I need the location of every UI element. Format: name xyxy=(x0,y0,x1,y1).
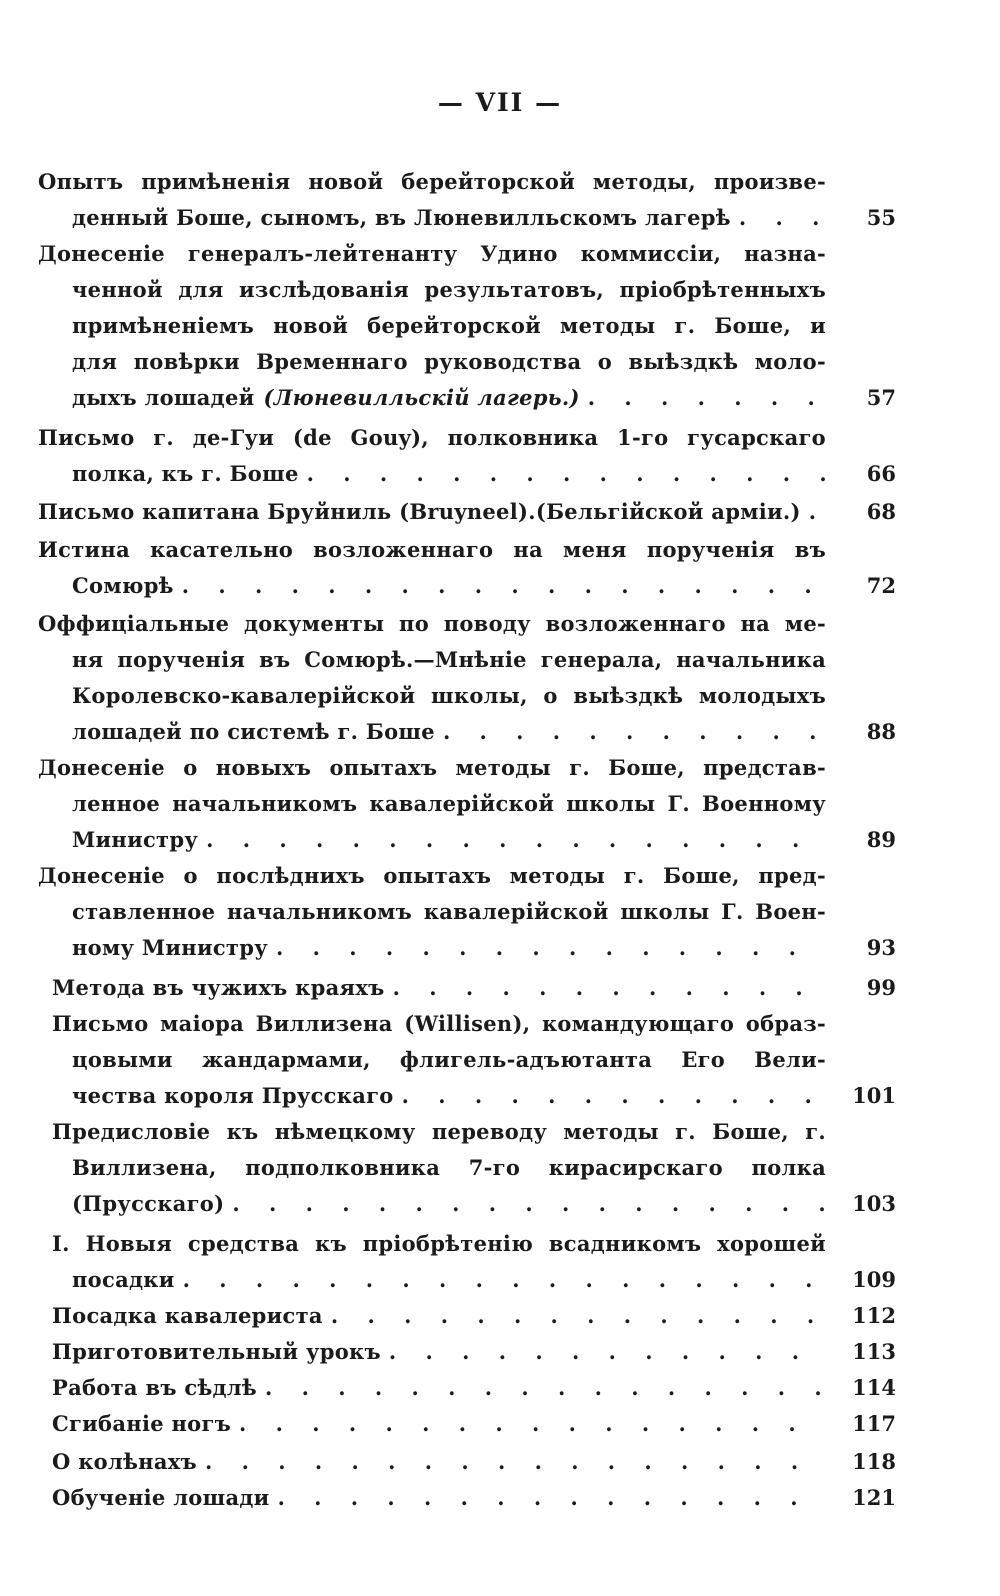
toc-entry-line xyxy=(72,200,826,236)
toc-entry-text: Донесеніе о новыхъ опытахъ методы г. Боше, представ- xyxy=(38,755,826,780)
dot-leader xyxy=(809,494,826,530)
toc-entry-line xyxy=(72,456,826,492)
toc-entry-line xyxy=(72,1078,826,1114)
toc-entry-line xyxy=(38,164,826,200)
toc-entry-text: Министру xyxy=(72,827,199,852)
toc-entry-text: Сгибаніе ногъ xyxy=(52,1411,232,1436)
toc-entry-line xyxy=(72,568,826,604)
toc-entry-line xyxy=(38,420,826,456)
dot-leader xyxy=(182,568,826,604)
toc-page-number: 57 xyxy=(866,385,896,410)
toc-entry-line xyxy=(72,822,826,858)
toc-entry-line xyxy=(52,1114,826,1150)
toc-page-number: 101 xyxy=(852,1083,896,1108)
dot-leader xyxy=(183,1262,826,1298)
dot-leader xyxy=(276,930,826,966)
toc-entry-italic-note: (Люневилльскій лагерь.) xyxy=(263,385,580,410)
toc-page-number: 93 xyxy=(866,935,896,960)
toc-entry-line xyxy=(52,1480,826,1516)
toc-page-number: 113 xyxy=(852,1339,896,1364)
toc-page-number: 99 xyxy=(866,975,896,1000)
toc-entry-line xyxy=(38,858,826,894)
toc-entry-line xyxy=(38,606,826,642)
toc-entry-line xyxy=(72,272,826,308)
toc-entry-text: Королевско-кавалерійской школы, о выѣздкѣ молодыхъ xyxy=(72,683,826,708)
toc-entry-line xyxy=(72,894,826,930)
toc-page-number: 121 xyxy=(852,1485,896,1510)
toc-entry-line xyxy=(38,494,826,530)
dot-leader xyxy=(205,1444,826,1480)
toc-entry-text: полка, къ г. Боше xyxy=(72,461,299,486)
dot-leader xyxy=(265,1370,826,1406)
toc-entry-line xyxy=(72,344,826,380)
dot-leader xyxy=(278,1480,826,1516)
toc-page-number: 88 xyxy=(866,719,896,744)
dot-leader xyxy=(206,822,826,858)
toc-page-number: 118 xyxy=(852,1449,896,1474)
toc-entry-line xyxy=(52,1406,826,1442)
toc-entry-text: Работа въ сѣдлѣ xyxy=(52,1375,257,1400)
toc-page-number: 89 xyxy=(866,827,896,852)
toc-entry-text: Донесеніе генералъ-лейтенанту Удино коммиссіи, назна- xyxy=(38,241,826,266)
toc-entry-line xyxy=(72,308,826,344)
toc-entry-text: ставленное начальникомъ кавалерійской школы Г. Воен- xyxy=(72,899,826,924)
toc-entry-text: для повѣрки Временнаго руководства о выѣздкѣ моло- xyxy=(72,349,826,374)
toc-entry-text: Обученіе лошади xyxy=(52,1485,270,1510)
dot-leader xyxy=(331,1298,826,1334)
toc-entry-line xyxy=(72,1262,826,1298)
toc-entry-line xyxy=(72,1186,826,1222)
dot-leader xyxy=(443,714,826,750)
toc-page-number: 66 xyxy=(866,461,896,486)
toc-page-number: 112 xyxy=(852,1303,896,1328)
toc-entry-line xyxy=(52,1444,826,1480)
toc-entry-line xyxy=(38,750,826,786)
toc-entry-text: ному Министру xyxy=(72,935,268,960)
toc-page-number: 55 xyxy=(866,205,896,230)
toc-entry-text: ленное начальникомъ кавалерійской школы Г. Военному xyxy=(72,791,826,816)
toc-entry-line xyxy=(72,1150,826,1186)
toc-entry-text: цовыми жандармами, флигель-адъютанта Его Вели- xyxy=(72,1047,826,1072)
toc-entry-text: I. Новыя средства къ пріобрѣтенію всадникомъ хорошей xyxy=(52,1231,826,1256)
toc-entry-line xyxy=(72,1042,826,1078)
toc-entry-text: (Прусскаго) xyxy=(72,1191,225,1216)
toc-entry-line xyxy=(38,236,826,272)
toc-entry-text: Письмо г. де-Гуи (de Gouy), полковника 1-го гусарскаго xyxy=(38,425,826,450)
toc-entry-line xyxy=(52,1298,826,1334)
dot-leader xyxy=(588,380,826,416)
toc-entry-text: Предисловіе къ нѣмецкому переводу методы г. Боше, г. xyxy=(52,1119,826,1144)
toc-entry-text: Приготовительный урокъ xyxy=(52,1339,381,1364)
toc-entry-text: ня порученія въ Сомюрѣ.—Мнѣніе генерала, начальника xyxy=(72,647,826,672)
toc-page-number: 103 xyxy=(852,1191,896,1216)
toc-entry-text: Виллизена, подполковника 7-го кирасирскаго полка xyxy=(72,1155,826,1180)
toc-entry-line xyxy=(52,1226,826,1262)
dot-leader xyxy=(307,456,826,492)
toc-page-number: 117 xyxy=(852,1411,896,1436)
dot-leader xyxy=(232,1186,826,1222)
toc-entry-text: ченной для изслѣдованія результатовъ, пріобрѣтенныхъ xyxy=(72,277,826,302)
dot-leader xyxy=(393,970,826,1006)
toc-entry-text: примѣненіемъ новой берейторской методы г. Боше, и xyxy=(72,313,826,338)
page-header-roman-numeral: — VII — xyxy=(437,88,563,117)
toc-entry-text: Письмо маіора Виллизена (Willisen), командующаго образ- xyxy=(52,1011,826,1036)
toc-entry-text: чества короля Прусскаго xyxy=(72,1083,394,1108)
toc-entry-text: лошадей по системѣ г. Боше xyxy=(72,719,435,744)
toc-entry-text: денный Боше, сыномъ, въ Люневилльскомъ лагерѣ xyxy=(72,205,731,230)
dot-leader xyxy=(389,1334,826,1370)
toc-entry-text: Опытъ примѣненія новой берейторской методы, произве- xyxy=(38,169,826,194)
toc-entry-text: Письмо капитана Бруйниль (Bruyneel).(Бельгійской арміи.) xyxy=(38,499,801,524)
toc-entry-text: Донесеніе о послѣднихъ опытахъ методы г. Боше, пред- xyxy=(38,863,826,888)
toc-entry-text: Посадка кавалериста xyxy=(52,1303,323,1328)
toc-entry-text: Оффиціальные документы по поводу возложеннаго на ме- xyxy=(38,611,826,636)
toc-page-number: 114 xyxy=(852,1375,896,1400)
toc-entry-text: посадки xyxy=(72,1267,175,1292)
toc-entry-line xyxy=(72,380,826,416)
toc-entry-text: Истина касательно возложеннаго на меня порученія въ xyxy=(38,537,826,562)
dot-leader xyxy=(739,200,826,236)
toc-entry-text: О колѣнахъ xyxy=(52,1449,197,1474)
toc-entry-text: Сомюрѣ xyxy=(72,573,174,598)
toc-entry-text: дыхъ лошадей xyxy=(72,385,255,410)
toc-entry-text: Метода въ чужихъ краяхъ xyxy=(52,975,385,1000)
toc-entry-line xyxy=(52,970,826,1006)
toc-entry-line xyxy=(72,930,826,966)
toc-entry-line xyxy=(52,1006,826,1042)
toc-entry-line xyxy=(72,642,826,678)
toc-entry-line xyxy=(72,786,826,822)
toc-entry-line xyxy=(52,1370,826,1406)
toc-page-number: 109 xyxy=(852,1267,896,1292)
toc-page-number: 72 xyxy=(866,573,896,598)
toc-entry-line xyxy=(52,1334,826,1370)
toc-entry-line xyxy=(72,714,826,750)
toc-entry-line xyxy=(38,532,826,568)
dot-leader xyxy=(402,1078,826,1114)
toc-entry-line xyxy=(72,678,826,714)
toc-page-number: 68 xyxy=(866,499,896,524)
dot-leader xyxy=(239,1406,826,1442)
